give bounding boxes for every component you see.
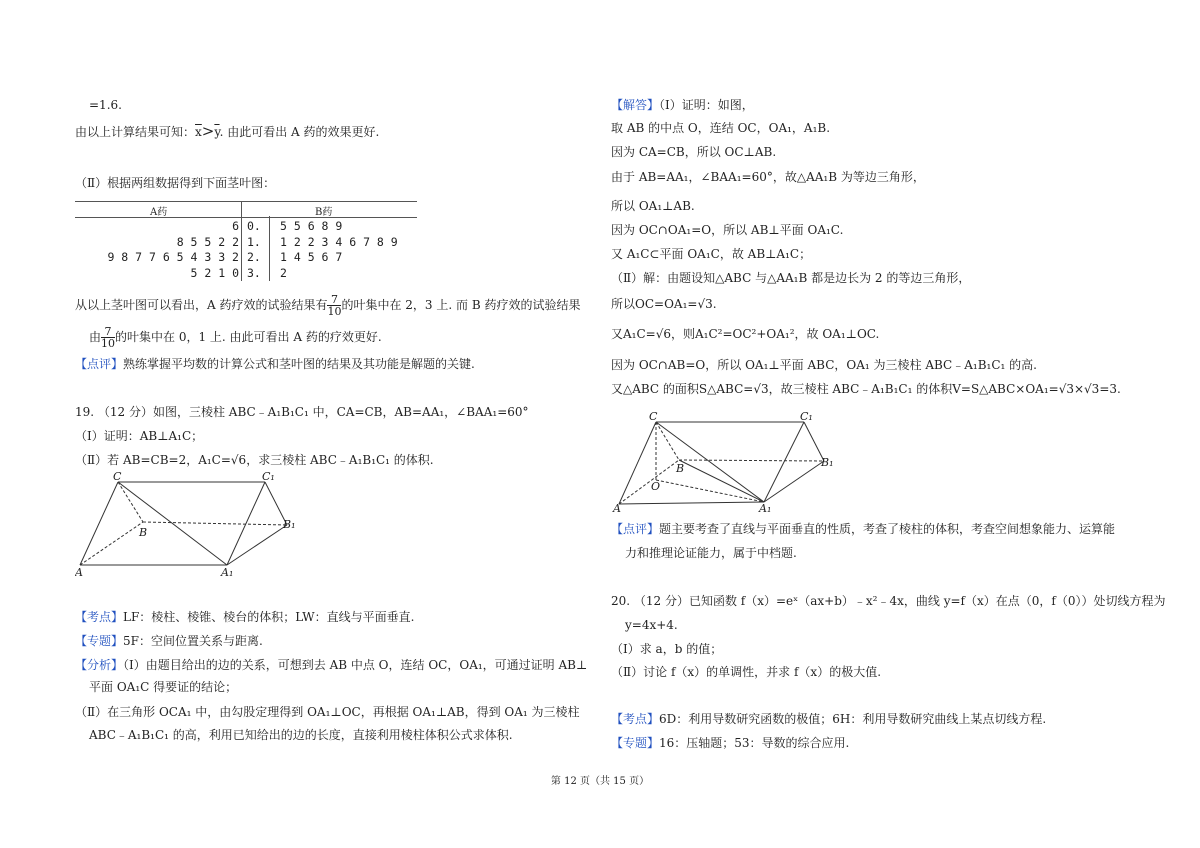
label-a: A — [613, 502, 621, 513]
question-19-part-ii: （Ⅱ）若 AB=CB=2，A₁C=√6，求三棱柱 ABC﹣A₁B₁C₁ 的体积. — [75, 453, 434, 467]
fenxi-line — [75, 657, 587, 673]
kaodian-tag: 【考点】 — [611, 712, 660, 726]
review-line — [75, 356, 475, 372]
label-a: A — [75, 566, 83, 579]
jieda-line — [611, 97, 754, 113]
label-a1: A₁ — [221, 566, 234, 579]
label-b1: B₁ — [821, 456, 834, 469]
dianping-tag: 【点评】 — [611, 522, 660, 536]
numerator: 7 — [101, 326, 115, 338]
label-b: B — [676, 462, 685, 475]
text-line: 因为 CA=CB，所以 OC⊥AB. — [611, 145, 777, 159]
label-c: C — [113, 470, 122, 483]
dianping-line — [611, 521, 1115, 537]
text-fragment: 的叶集中在 2，3 上. 而 B 药疗效的试验结果 — [341, 298, 581, 312]
label-b1: B₁ — [283, 518, 296, 531]
prism-figure-left — [75, 470, 305, 580]
question-19-part-i: （Ⅰ）证明：AB⊥A₁C； — [75, 429, 204, 443]
text-fragment: . 由此可看出 A 药的效果更好. — [219, 125, 380, 139]
text-line: 取 AB 的中点 O，连结 OC，OA₁，A₁B. — [611, 121, 831, 135]
fenxi-line: （Ⅱ）在三角形 OCA₁ 中，由勾股定理得到 OA₁⊥OC，再根据 OA₁⊥AB，得到 OA₁ 为三棱柱 — [75, 705, 580, 719]
text-line: 因为 OC∩OA₁=O，所以 AB⊥平面 OA₁C. — [611, 223, 844, 237]
zhuanti-tag: 【专题】 — [75, 634, 124, 648]
question-20: 20. （12 分）已知函数 f（x）=eˣ（ax+b）﹣x²﹣4x，曲线 y=f（x）在点（0，f（0））处切线方程为 — [611, 594, 1166, 608]
fenxi-text: （Ⅰ）由题目给出的边的关系，可想到去 AB 中点 O，连结 OC，OA₁，可通过证明 AB⊥ — [123, 658, 588, 672]
page-footer: 第 12 页（共 15 页） — [550, 776, 650, 787]
stem: 3. — [247, 266, 261, 280]
zhuanti-text: 5F：空间位置关系与距离. — [123, 634, 263, 648]
stem-leaf-header — [75, 201, 417, 218]
leaf-right: 2 — [280, 266, 287, 280]
mean-y: $\overline{y}$ — [214, 125, 220, 139]
text-line: 所以OC=OA₁=√3. — [611, 297, 717, 311]
text-line: （Ⅱ）根据两组数据得到下面茎叶图： — [75, 176, 276, 190]
fenxi-tag: 【分析】 — [75, 658, 124, 672]
fraction — [327, 294, 341, 317]
label-c: C — [649, 410, 658, 423]
prism-figure-right — [611, 408, 851, 513]
denominator: 10 — [101, 337, 116, 350]
text-line: 所以 OA₁⊥AB. — [611, 199, 695, 213]
leaf-right: 5 5 6 8 9 — [280, 219, 343, 233]
text-fragment: 由 — [89, 330, 102, 344]
greater-than: > — [201, 122, 215, 140]
question-20-part-ii: （Ⅱ）讨论 f（x）的单调性，并求 f（x）的极大值. — [611, 665, 882, 679]
text-line: 由于 AB=AA₁，∠BAA₁=60°，故△AA₁B 为等边三角形， — [611, 170, 925, 184]
text-line — [75, 294, 580, 317]
zhuanti-text: 16：压轴题；53：导数的综合应用. — [659, 736, 850, 750]
dianping-line: 力和推理论证能力，属于中档题. — [625, 546, 797, 560]
kaodian-text: LF：棱柱、棱锥、棱台的体积；LW：直线与平面垂直. — [123, 610, 415, 624]
zhuanti-tag: 【专题】 — [611, 736, 660, 750]
divider — [269, 216, 270, 281]
jieda-text: （Ⅰ）证明：如图， — [659, 98, 754, 112]
denominator: 10 — [327, 305, 342, 318]
mean-x: $\overline{x}$ — [195, 125, 202, 139]
text-line — [75, 123, 379, 140]
divider — [241, 201, 242, 281]
leaf-right: 1 2 2 3 4 6 7 8 9 — [280, 235, 398, 249]
text-fragment: 由以上计算结果可知： — [75, 125, 196, 139]
kaodian-line — [611, 711, 1046, 727]
fenxi-line: ABC﹣A₁B₁C₁ 的高，利用已知给出的边的长度，直接利用棱柱体积公式求体积. — [89, 728, 513, 742]
text-line: 又A₁C=√6，则A₁C²=OC²+OA₁²，故 OA₁⊥OC. — [611, 327, 880, 341]
stem: 0. — [247, 219, 261, 233]
leaf-left: 9 8 7 7 6 5 4 3 3 2 — [107, 250, 239, 264]
text-line: 又 A₁C⊂平面 OA₁C，故 AB⊥A₁C； — [611, 247, 812, 261]
question-20-part-i: （Ⅰ）求 a，b 的值； — [611, 642, 723, 656]
leaf-left: 5 2 1 0 — [190, 266, 239, 280]
zhuanti-line — [75, 633, 263, 649]
stem: 1. — [247, 235, 261, 249]
text-line: 因为 OC∩AB=O，所以 OA₁⊥平面 ABC，OA₁ 为三棱柱 ABC﹣A₁B₁C₁ 的高. — [611, 358, 1037, 372]
review-tag: 【点评】 — [75, 357, 124, 371]
question-20-line2: y=4x+4. — [625, 618, 678, 632]
numerator: 7 — [327, 294, 341, 306]
stem: 2. — [247, 250, 261, 264]
fraction — [101, 326, 115, 349]
leaf-left: 8 5 5 2 2 — [176, 235, 239, 249]
text-line: （Ⅱ）解：由题设知△ABC 与△AA₁B 都是边长为 2 的等边三角形， — [611, 271, 971, 285]
zhuanti-line — [611, 735, 849, 751]
label-c1: C₁ — [800, 410, 813, 423]
leaf-right: 1 4 5 6 7 — [280, 250, 343, 264]
header-a: A药 — [150, 207, 168, 218]
label-c1: C₁ — [262, 470, 275, 483]
question-19: 19. （12 分）如图，三棱柱 ABC﹣A₁B₁C₁ 中，CA=CB，AB=AA₁，∠BAA₁=60° — [75, 405, 529, 419]
review-text: 熟练掌握平均数的计算公式和茎叶图的结果及其功能是解题的关键. — [123, 357, 475, 371]
text-fragment: 从以上茎叶图可以看出，A 药疗效的试验结果有 — [75, 298, 328, 312]
fenxi-line: 平面 OA₁C 得要证的结论； — [89, 680, 238, 694]
label-b: B — [139, 526, 148, 539]
leaf-left: 6 — [232, 219, 239, 233]
dianping-text: 题主要考查了直线与平面垂直的性质，考查了棱柱的体积，考查空间想象能力、运算能 — [659, 522, 1116, 536]
label-a1: A₁ — [759, 502, 772, 513]
text-line: 又△ABC 的面积S△ABC=√3，故三棱柱 ABC﹣A₁B₁C₁ 的体积V=S△ABC×OA₁=√3×√3=3. — [611, 382, 1121, 396]
text-line: =1.6. — [89, 98, 122, 112]
text-fragment: 的叶集中在 0，1 上. 由此可看出 A 药的疗效更好. — [115, 330, 382, 344]
kaodian-text: 6D：利用导数研究函数的极值；6H：利用导数研究曲线上某点切线方程. — [659, 712, 1047, 726]
header-b: B药 — [315, 207, 333, 218]
kaodian-line — [75, 609, 414, 625]
label-o: O — [651, 480, 661, 493]
kaodian-tag: 【考点】 — [75, 610, 124, 624]
jieda-tag: 【解答】 — [611, 98, 660, 112]
text-line — [89, 326, 382, 349]
